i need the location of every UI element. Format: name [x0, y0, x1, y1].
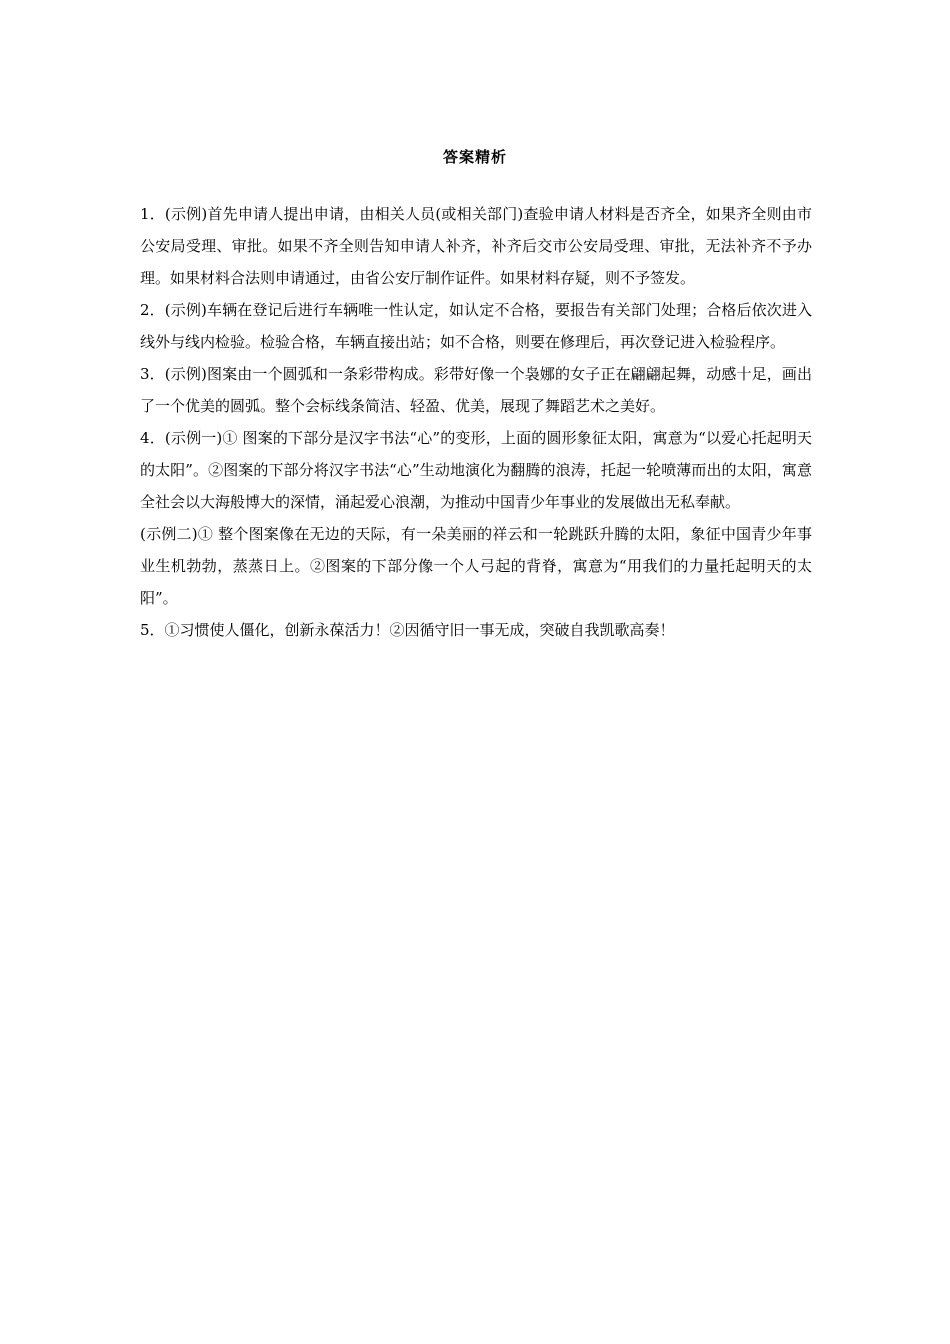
answer-paragraph-4-example-2: (示例二)① 整个图案像在无边的天际，有一朵美丽的祥云和一轮跳跃升腾的太阳，象征中国青少年事业生机勃勃，蒸蒸日上。②图案的下部分像一个人弓起的背脊，寓意为“用我们的力量托起明天的太阳”。 — [140, 525, 812, 607]
answer-paragraph-4: 4．(示例一)① 图案的下部分是汉字书法“心”的变形，上面的圆形象征太阳，寓意为“以爱心托起明天的太阳”。②图案的下部分将汉字书法“心”生动地演化为翻腾的浪涛，托起一轮喷薄而出的太阳，寓意全社会以大海般博大的深情，涌起爱心浪潮，为推动中国青少年事业的发展做出无私奉献。 — [140, 429, 812, 511]
answer-paragraph-1: 1．(示例)首先申请人提出申请，由相关人员(或相关部门)查验申请人材料是否齐全，如果齐全则由市公安局受理、审批。如果不齐全则告知申请人补齐，补齐后交市公安局受理、审批，无法补齐不予办理。如果材料合法则申请通过，由省公安厅制作证件。如果材料存疑，则不予签发。 — [140, 205, 812, 287]
answer-content — [140, 198, 812, 646]
answer-paragraph-2: 2．(示例)车辆在登记后进行车辆唯一性认定，如认定不合格，要报告有关部门处理；合格后依次进入线外与线内检验。检验合格，车辆直接出站；如不合格，则要在修理后，再次登记进入检验程序。 — [140, 301, 812, 351]
page-title: 答案精析 — [442, 148, 507, 166]
answer-paragraph-3: 3．(示例)图案由一个圆弧和一条彩带构成。彩带好像一个袅娜的女子正在翩翩起舞，动感十足，画出了一个优美的圆弧。整个会标线条简洁、轻盈、优美，展现了舞蹈艺术之美好。 — [140, 365, 812, 415]
answer-paragraph-5: 5．①习惯使人僵化，创新永葆活力！②因循守旧一事无成，突破自我凯歌高奏！ — [140, 621, 675, 639]
